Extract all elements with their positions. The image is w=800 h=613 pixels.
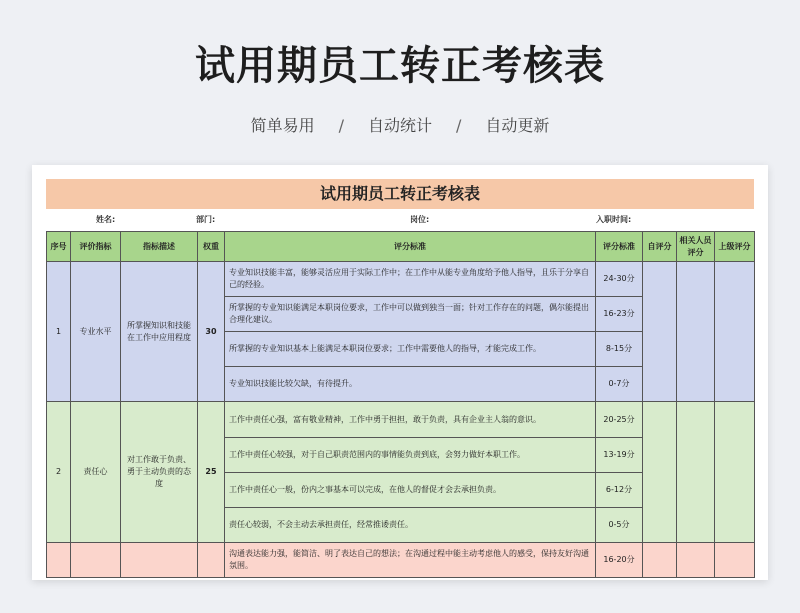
criteria-cell: 工作中责任心较强，对于自己职责范围内的事情能负责到底，会努力做好本职工作。 — [225, 438, 596, 473]
score-range-cell: 16-20分 — [596, 543, 643, 578]
date-label: 入职时间: — [596, 215, 632, 224]
post-label: 岗位: — [410, 215, 430, 224]
feature-easy: 简单易用 — [250, 116, 315, 135]
page-title: 试用期员工转正考核表 — [195, 43, 605, 89]
spreadsheet-preview — [32, 165, 768, 580]
col-header-manager-score: 上级评分 — [715, 232, 755, 262]
section-description: 所掌握知识和技能在工作中应用程度 — [121, 262, 198, 402]
table-row — [47, 402, 755, 438]
score-range-cell: 8-15分 — [596, 332, 643, 367]
section-no — [47, 543, 71, 578]
criteria-cell: 所掌握的专业知识能满足本职岗位要求，工作中可以做到独当一面；针对工作存在的问题，偶尔能提出合理化建议。 — [225, 297, 596, 332]
peer-score-cell[interactable] — [677, 543, 715, 578]
header-row — [47, 232, 755, 262]
self-score-cell[interactable] — [643, 402, 677, 543]
col-header-indicator: 评价指标 — [71, 232, 121, 262]
criteria-cell: 工作中责任心强，富有敬业精神，工作中勇于担担，敢于负责，具有企业主人翁的意识。 — [225, 402, 596, 438]
separator: / — [456, 116, 462, 135]
criteria-cell: 责任心较弱，不会主动去承担责任，经常推诿责任。 — [225, 508, 596, 543]
criteria-cell: 专业知识技能丰富，能够灵活应用于实际工作中；在工作中从能专业角度给予他人指导，且乐于分享自己的经验。 — [225, 262, 596, 297]
col-header-self-score: 自评分 — [643, 232, 677, 262]
col-header-score-range: 评分标准 — [596, 232, 643, 262]
feature-auto-update: 自动更新 — [485, 116, 550, 135]
col-header-no: 序号 — [47, 232, 71, 262]
col-header-description: 指标描述 — [121, 232, 198, 262]
score-range-cell: 24-30分 — [596, 262, 643, 297]
section-weight: 30 — [198, 262, 225, 402]
table-row — [47, 262, 755, 297]
criteria-cell: 所掌握的专业知识基本上能满足本职岗位要求；工作中需要他人的指导，才能完成工作。 — [225, 332, 596, 367]
score-range-cell: 0-7分 — [596, 367, 643, 402]
table-row — [47, 543, 755, 578]
peer-score-cell[interactable] — [677, 262, 715, 402]
manager-score-cell[interactable] — [715, 543, 755, 578]
score-range-cell: 13-19分 — [596, 438, 643, 473]
sheet-title: 试用期员工转正考核表 — [46, 179, 754, 209]
score-range-cell: 16-23分 — [596, 297, 643, 332]
col-header-peer-score: 相关人员评分 — [677, 232, 715, 262]
score-range-cell: 0-5分 — [596, 508, 643, 543]
score-range-cell: 20-25分 — [596, 402, 643, 438]
section-indicator: 责任心 — [71, 402, 121, 543]
self-score-cell[interactable] — [643, 262, 677, 402]
self-score-cell[interactable] — [643, 543, 677, 578]
assessment-table — [46, 231, 755, 578]
manager-score-cell[interactable] — [715, 262, 755, 402]
section-no: 1 — [47, 262, 71, 402]
dept-label: 部门: — [196, 215, 216, 224]
name-label: 姓名: — [96, 215, 116, 224]
feature-tagline — [0, 113, 800, 136]
section-no: 2 — [47, 402, 71, 543]
peer-score-cell[interactable] — [677, 402, 715, 543]
col-header-criteria: 评分标准 — [225, 232, 596, 262]
section-indicator: 专业水平 — [71, 262, 121, 402]
criteria-cell: 专业知识技能比较欠缺，有待提升。 — [225, 367, 596, 402]
section-description: 对工作敢于负责、勇于主动负责的态度 — [121, 402, 198, 543]
info-row — [46, 211, 754, 229]
section-indicator — [71, 543, 121, 578]
col-header-weight: 权重 — [198, 232, 225, 262]
section-description — [121, 543, 198, 578]
manager-score-cell[interactable] — [715, 402, 755, 543]
section-weight — [198, 543, 225, 578]
section-weight: 25 — [198, 402, 225, 543]
separator: / — [338, 116, 344, 135]
feature-auto-stats: 自动统计 — [367, 116, 432, 135]
criteria-cell: 工作中责任心一般，份内之事基本可以完成，在他人的督促才会去承担负责。 — [225, 473, 596, 508]
score-range-cell: 6-12分 — [596, 473, 643, 508]
criteria-cell: 沟通表达能力强，能简洁、明了表达自己的想法；在沟通过程中能主动考虑他人的感受，保持友好沟通氛围。 — [225, 543, 596, 578]
